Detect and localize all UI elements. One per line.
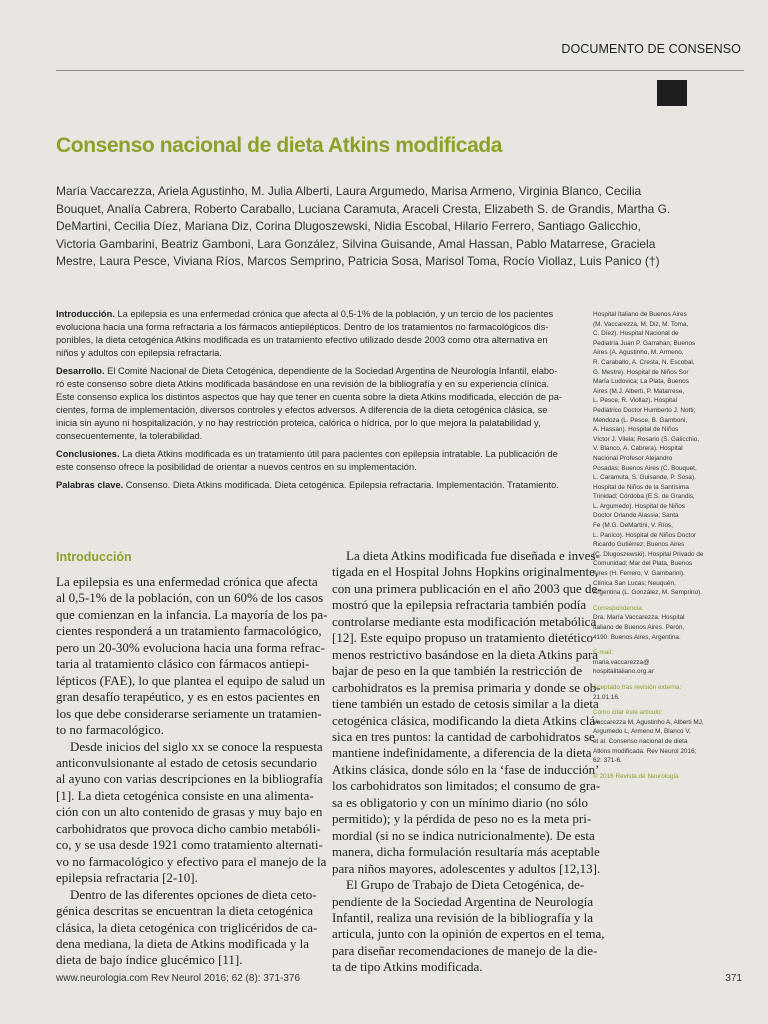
abstract-text: consecuentemente, la tolerabilidad. [56,431,203,441]
accepted-label: Aceptado tras revisión externa: [593,683,682,691]
text-line: lépticos (FAE), lo que plantea el equipo de salud un [56,672,326,688]
affiliation-line: Fe (M.G. DeMartini, V. Ríos, [593,522,674,530]
abstract-text: cientes, forma de implementación, diversos controles y efectos adversos. A diferencia de la dieta cetogénica clásica, se [56,405,548,415]
text-line: Infantil, realiza una revisión de la bibliografía y la [332,909,593,925]
affiliation-line: G. Mestre). Hospital de Niños Sor [593,368,689,376]
text-line: para diseñar recomendaciones de manejo de la die- [332,942,598,958]
text-line: controlarse mediante esta modificación metabólica [332,613,597,629]
abstract-text: ró este consenso sobre dieta Atkins modificada basándose en una revisión de la bibliografía y en su experiencia clínica. [56,379,550,389]
correspondence-line: 4190. Buenos Aires, Argentina. [593,633,681,641]
text-line: to no farmacológico. [56,722,164,738]
text-line: pero un 20-30% evoluciona hacia una forma refrac- [56,639,325,655]
abstract-conclusions [56,448,567,474]
text-line: tigada en el Hospital Johns Hopkins originalmente, [332,564,599,580]
accepted-date: 21.01.16. [593,693,620,701]
text-line: Desde inicios del siglo xx se conoce la respuesta [70,738,323,754]
text-line: cientes responderá a un tratamiento farmacológico, [56,623,322,639]
correspondence-line: Dra. María Vaccarezza. Hospital [593,614,685,622]
text-line: gran desafío terapéutico, y es en estos pacientes en [56,689,320,705]
affiliation-line: Posadas; Buenos Aires (C. Bouquet, [593,464,697,472]
abstract-label: Desarrollo. [56,366,105,376]
author-line: Bouquet, Analía Cabrera, Roberto Caraballo, Luciana Caramuta, Araceli Cresta, Elizabeth S. de Grandis, Martha G. [56,201,671,216]
text-line: articula, junto con la opinión de expertos en el tema, [332,926,605,942]
affiliation-line: Aires (A. Agustinho, M. Armeno, [593,349,684,357]
email-address[interactable]: hospitalitaliano.org.ar [593,668,654,676]
author-line: DeMartini, Cecilia Díez, Mariana Diz, Corina Dlugoszewski, Nidia Escobal, Hilario Ferrero, Santiago Galicchio, [56,219,641,233]
abstract-text: La epilepsia es una enfermedad crónica que afecta al 0,5-1% de la población, y un tercio de los pacientes [114,309,554,319]
text-line: epilepsia refractaria [2-10]. [56,870,198,886]
abstract-text: niños y adultos con epilepsia refractaria. [56,348,222,358]
affiliation-line: L. Caramuta, S. Guisande, P. Sosa). [593,474,696,482]
affiliation-line: L. Panico). Hospital de Niños Doctor [593,531,697,539]
text-line: sica en tres puntos: la cantidad de carbohidratos se [332,728,595,744]
header-block [657,80,687,106]
affiliation-line: Doctor Orlando Alassia; Santa [593,512,679,520]
abstract-text: El Comité Nacional de Dieta Cetogénica, dependiente de la Sociedad Argentina de Neurología Infantil, elabo- [104,366,558,376]
abstract-text: evoluciona hacia una forma refractaria a los fármacos antiepilépticos. Dentro de los tratamientos no farmacológicos dis- [56,322,549,332]
keywords-text: Consenso. Dieta Atkins modificada. Dieta cetogénica. Epilepsia refractaria. Implementación. Tratamiento. [123,480,559,490]
text-line: pendiente de la Sociedad Argentina de Neurología [332,893,594,909]
abstract-keywords [56,479,567,492]
text-line: los carbohidratos son limitados; el consumo de gra- [332,778,601,794]
affiliation-line: Víctor J. Vilela; Rosario (S. Galicchio, [593,435,700,443]
affiliation-line: María Ludovica; La Plata, Buenos [593,378,689,386]
abstract-text: este consenso ofrece la posibilidad de orientar a nuevos centros en su implementación. [56,462,417,472]
section-label: DOCUMENTO DE CONSENSO [561,42,741,56]
text-line: manera, dicha formulación resultaría más aceptable [332,844,600,860]
affiliation-line: Hospital Italiano de Buenos Aires [593,311,687,318]
text-line: con una primera publicación en el año 2003 que de- [332,580,602,596]
cite-line: 62: 371-6. [593,757,622,765]
text-line: El Grupo de Trabajo de Dieta Cetogénica, de- [346,877,585,893]
abstract [56,308,567,497]
affiliation-line: Trinidad; Córdoba (E.S. de Grandis, [593,493,695,501]
cite-label: Cómo citar este artículo: [593,709,663,717]
text-line: co, y se usa desde 1921 como tratamiento alternati- [56,837,323,853]
text-line: [12]. Este equipo propuso un tratamiento dietético [332,630,594,646]
affiliation-line: Nacional Profesor Alejandro [593,454,673,462]
text-line: clásica, la dieta cetogénica con triglicéridos de ca- [56,919,318,935]
abstract-label: Introducción. [56,309,115,319]
footer-citation: www.neurologia.com Rev Neurol 2016; 62 (8): 371-376 [56,973,301,984]
affiliation-line: C. Díez). Hospital Nacional de [593,330,679,338]
affiliation-line: Aires (M.J. Alberti, P. Matarrese, [593,387,685,395]
correspondence-line: Italiano de Buenos Aires. Perón, [593,624,685,631]
text-line: ta de tipo Atkins modificada. [332,959,483,975]
affiliation-line: Hospital de Niños de la Santísima [593,483,689,491]
affiliation-line: Pediatría Juan P. Garrahan; Buenos [593,339,696,347]
abstract-development [56,365,567,443]
cite-line: et al. Consenso nacional de dieta [593,737,688,745]
abstract-text: Este consenso explica los distintos aspectos que hay que tener en cuenta sobre la dieta Atkins modificada, elección de pa- [56,392,562,402]
author-line: Victoria Gambarini, Beatriz Gamboni, Lara González, Silvina Guisande, Amal Hassan, Pablo Matarrese, Graciela [56,236,656,251]
text-line: cetogénica clásica, modificando la dieta Atkins clá- [332,712,600,728]
text-line: Atkins clásica, donde sólo en la ‘fase de inducción’ [332,761,600,777]
text-line: dieta de bajo índice glucémico [11]. [56,952,243,968]
email-address[interactable]: maria.vaccarezza@ [593,658,650,666]
text-line: mostró que la epilepsia refractaria también podía [332,597,587,613]
text-line: taria al tratamiento clásico con fármacos antiepi- [56,656,310,672]
affiliation-line: R. Caraballo, A. Cresta, N. Escobal, [593,358,695,366]
cite-line: Vaccarezza M, Agustinho A, Alberti MJ, [593,718,704,726]
page-number: 371 [725,973,742,984]
affiliation-line: Ricardo Gutiérrez; Buenos Aires [593,541,685,549]
text-line: Dentro de las diferentes opciones de dieta ceto- [70,886,317,902]
text-line: los que debe considerarse seriamente un tratamien- [56,705,322,721]
text-line: que comienzan en la infancia. La mayoría de los pa- [56,606,328,622]
affiliation-line: V. Blanco, A. Cabrera). Hospital [593,445,683,453]
affiliation-line: L. Argumedo). Hospital de Niños [593,502,686,510]
author-line: Mestre, Laura Pesce, Viviana Ríos, Marcos Semprino, Patricia Sosa, Marisol Toma, Rocío Viollaz, Luis Panico (†) [56,254,660,268]
abstract-text: La dieta Atkins modificada es un tratamiento útil para pacientes con epilepsia intratable. La publicación de [119,449,558,459]
affiliation-line: Comunidad; Mar del Plata, Buenos [593,560,693,568]
text-line: mordial (si no se indica nutricionalmente). De esta [332,827,595,843]
copyright: © 2016 Revista de Neurología [593,772,679,780]
email-label: E-mail: [593,649,613,657]
text-line: La dieta Atkins modificada fue diseñada e inves- [346,548,600,563]
text-line: tiene también un estado de cetosis similar a la dieta [332,696,599,712]
text-line: dena mediana, la dieta de Atkins modificada y la [56,935,310,951]
abstract-text: ponibles, la dieta cetogénica Atkins modificada es un tratamiento efectivo utilizado desde 2003 como otra alternativa en [56,335,548,345]
text-line: sa es obligatorio y con un mínimo diario (no sólo [332,794,588,810]
text-line: carbohidratos que provoca dicho cambio metabóli- [56,820,321,836]
text-line: ción con un alto contenido de grasas y muy bajo en [56,804,323,820]
header-rule [56,70,744,71]
text-line: bajar de peso en la que también la restricción de [332,663,583,679]
abstract-label: Conclusiones. [56,449,120,459]
affiliation-line: (M. Vaccarezza, M. Diz, M. Toma, [593,320,689,328]
abstract-intro [56,308,567,360]
affiliation-line: Pediátrico Doctor Humberto J. Notti; [593,406,696,414]
cite-line: Argumedo L, Armeno M, Blanco V, [593,728,691,736]
text-line: vo no farmacológico y efectivo para el manejo de la [56,853,327,869]
section-heading: Introducción [56,550,132,564]
author-list [56,183,671,271]
abstract-text: inicia sin ayuno ni hospitalización, y no hay restricción proteica, calórica o hídrica, por lo que mejora la palatabilidad y, [56,418,541,428]
correspondence-label: Correspondencia: [593,604,644,612]
affiliation-line: Mendoza (L. Pesce, B. Gamboni, [593,416,688,424]
text-line: anticonvulsionante al estado de cetosis secundario [56,754,318,770]
text-line: al ayuno con varias descripciones en la bibliografía [56,771,323,787]
affiliation-line: Aires (H. Ferrero, V. Gambarini). [593,570,685,578]
affiliations [593,310,753,598]
affiliation-line: Clínica San Lucas; Neuquén, [593,579,676,587]
text-line: génica descritas se encuentran la dieta cetogénica [56,903,313,919]
sidebar [593,310,753,781]
text-line: [1]. La dieta cetogénica consiste en una alimenta- [56,787,314,803]
text-line: menos restrictivo basándose en la dieta Atkins para [332,646,599,662]
affiliation-line: Argentina (L. González, M. Semprino). [593,589,703,597]
abstract-label: Palabras clave. [56,480,124,490]
text-line: La epilepsia es una enfermedad crónica que afecta [56,574,318,589]
text-line: al 0,5-1% de la población, con un 60% de los casos [56,590,324,606]
author-line: María Vaccarezza, Ariela Agustinho, M. Julia Alberti, Laura Argumedo, Marisa Armeno, Virginia Blanco, Cecilia [56,184,642,198]
affiliation-line: (C. Dlugoszewski). Hospital Privado de [593,550,704,558]
affiliation-line: A. Hassan). Hospital de Niños [593,426,679,434]
text-line: carbohidratos es la premisa primaria y donde se ob- [332,679,601,695]
article-title: Consenso nacional de dieta Atkins modificada [56,134,503,157]
affiliation-line: L. Pesce, R. Viollaz). Hospital [593,397,678,405]
text-line: permitido); y la pérdida de peso no es la meta pri- [332,811,592,827]
body-column-left [56,574,328,969]
text-line: mantiene indefinidamente, a diferencia de la dieta [332,745,592,761]
cite-line: Atkins modificada. Rev Neurol 2016; [593,747,697,755]
text-line: para niños mayores, adolescentes y adultos [12,13]. [332,860,601,876]
